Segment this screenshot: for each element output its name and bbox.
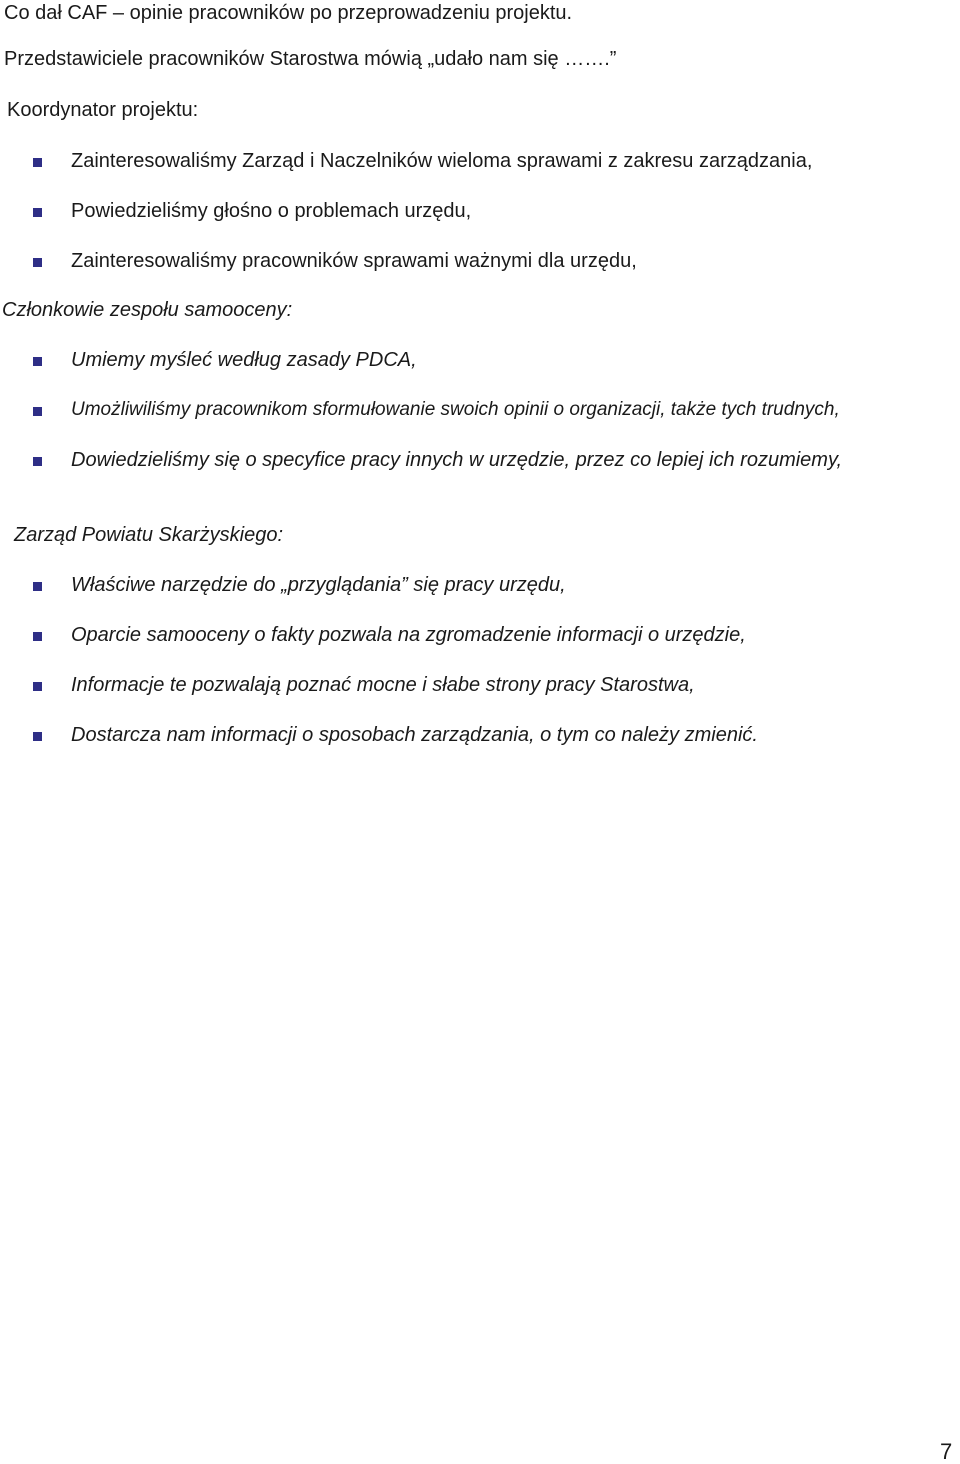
bullet-icon <box>33 258 42 267</box>
list-item-text: Umiemy myśleć według zasady PDCA, <box>71 349 417 371</box>
bullet-icon <box>33 457 42 466</box>
list-item-text: Powiedzieliśmy głośno o problemach urzędu, <box>71 200 472 222</box>
bullet-icon <box>33 357 42 366</box>
bullet-icon <box>33 632 42 641</box>
board-label: Zarząd Powiatu Skarżyskiego: <box>14 524 284 546</box>
bullet-icon <box>33 682 42 691</box>
team-label: Członkowie zespołu samooceny: <box>2 299 293 321</box>
list-item-text: Dowiedzieliśmy się o specyfice pracy innych w urzędzie, przez co lepiej ich rozumiemy, <box>71 449 843 471</box>
bullet-icon <box>33 208 42 217</box>
page-number: 7 <box>940 1439 953 1464</box>
coordinator-label: Koordynator projektu: <box>7 99 199 121</box>
bullet-icon <box>33 158 42 167</box>
list-item-text: Umożliwiliśmy pracownikom sformułowanie swoich opinii o organizacji, także tych trudnych, <box>71 399 840 420</box>
heading-1: Co dał CAF – opinie pracowników po przeprowadzeniu projektu. <box>4 2 573 24</box>
list-item-text: Oparcie samooceny o fakty pozwala na zgromadzenie informacji o urzędzie, <box>71 624 746 646</box>
heading-2: Przedstawiciele pracowników Starostwa mówią „udało nam się …….” <box>4 48 617 70</box>
bullet-icon <box>33 407 42 416</box>
bullet-icon <box>33 732 42 741</box>
list-item-text: Zainteresowaliśmy Zarząd i Naczelników wieloma sprawami z zakresu zarządzania, <box>71 150 813 172</box>
list-item-text: Zainteresowaliśmy pracowników sprawami ważnymi dla urzędu, <box>71 250 637 272</box>
list-item-text: Dostarcza nam informacji o sposobach zarządzania, o tym co należy zmienić. <box>71 724 758 746</box>
list-item-text: Właściwe narzędzie do „przyglądania” się pracy urzędu, <box>71 574 566 596</box>
bullet-icon <box>33 582 42 591</box>
list-item-text: Informacje te pozwalają poznać mocne i słabe strony pracy Starostwa, <box>71 674 695 696</box>
